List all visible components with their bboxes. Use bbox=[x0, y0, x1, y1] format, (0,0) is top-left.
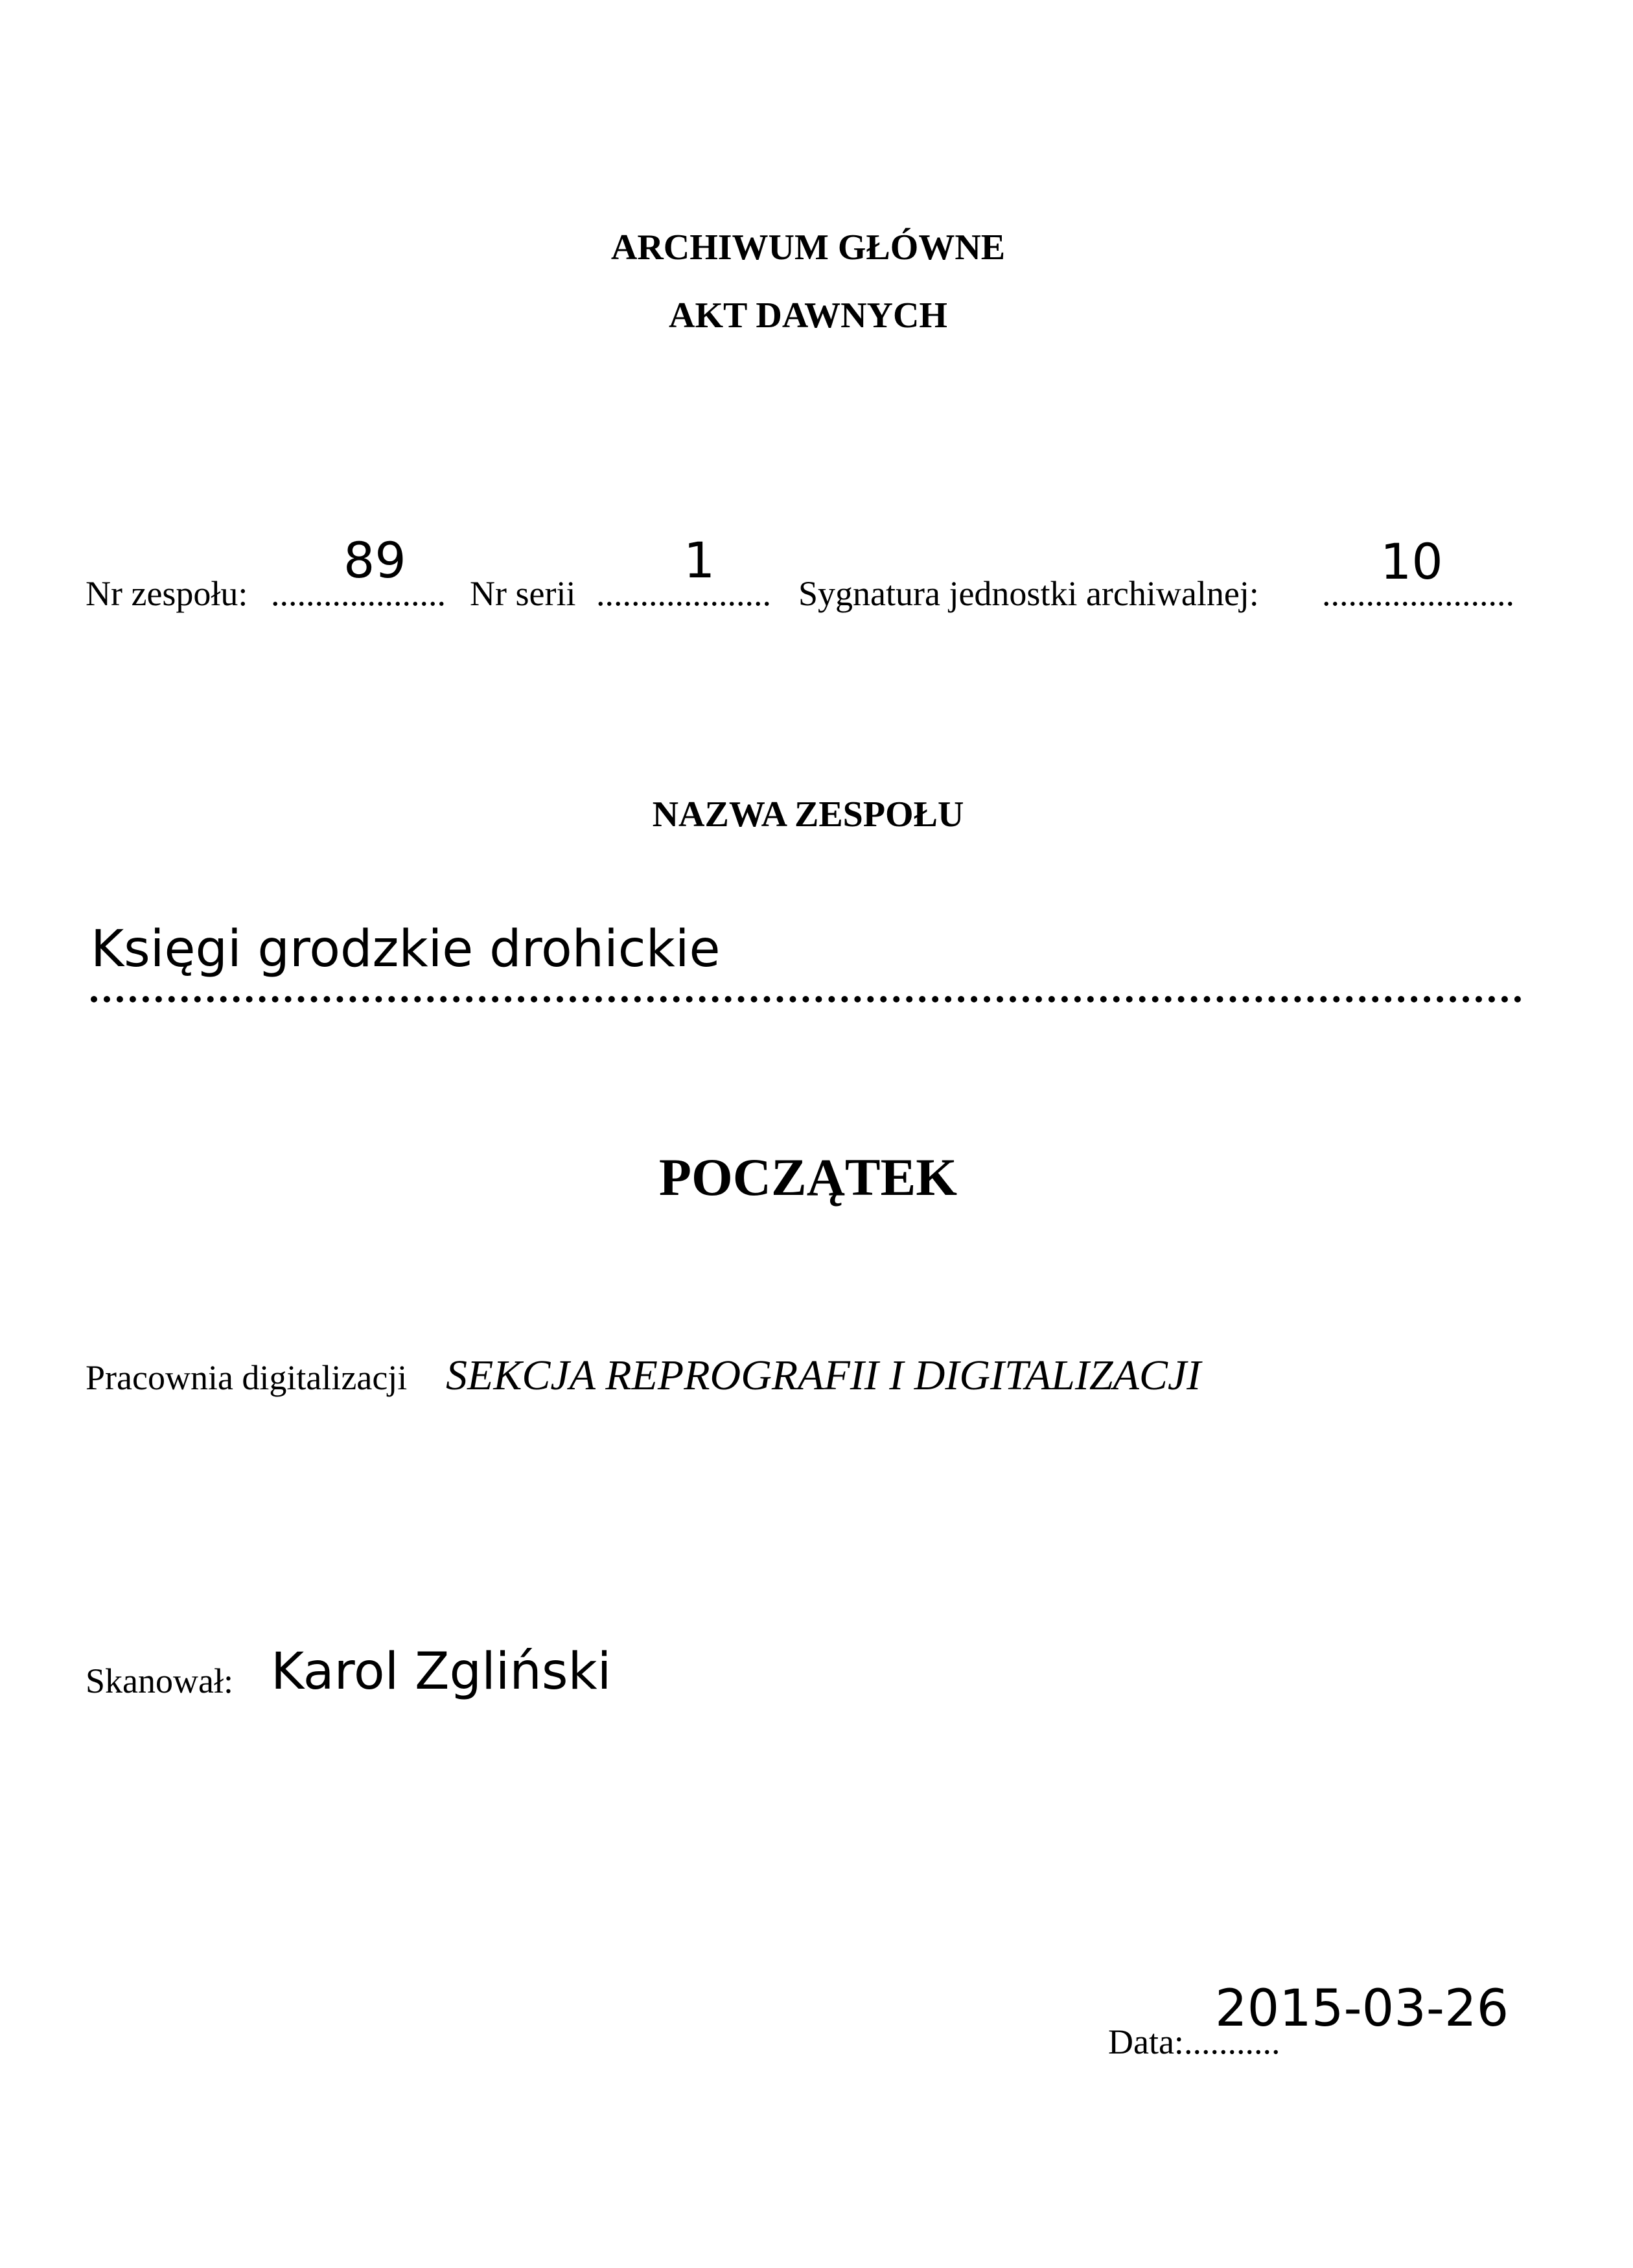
signature-value: 10 bbox=[1380, 533, 1443, 590]
series-number-value: 1 bbox=[684, 531, 715, 589]
fond-number-value: 89 bbox=[343, 531, 406, 589]
workshop-label: Pracownia digitalizacji bbox=[86, 1358, 408, 1397]
date-value: 2015-03-26 bbox=[1215, 1980, 1509, 2038]
fond-name-heading: NAZWA ZESPOŁU bbox=[652, 794, 964, 835]
document-title: POCZĄTEK bbox=[658, 1148, 958, 1207]
archive-name-line1: ARCHIWUM GŁÓWNE bbox=[610, 227, 1006, 268]
archive-name-line2: AKT DAWNYCH bbox=[669, 295, 947, 336]
fond-name-dotted-line bbox=[91, 996, 1522, 1002]
fond-number-label: Nr zespołu: bbox=[86, 574, 248, 613]
fond-number-dots: .................... bbox=[271, 574, 446, 613]
scanned-by-label: Skanował: bbox=[86, 1661, 233, 1700]
workshop-value: SEKCJA REPROGRAFII I DIGITALIZACJI bbox=[446, 1352, 1201, 1399]
signature-dots: ...................... bbox=[1322, 574, 1514, 613]
fond-name-value: Księgi grodzkie drohickie bbox=[91, 920, 721, 978]
series-number-label: Nr serii bbox=[470, 574, 576, 613]
scanned-by-value: Karol Zgliński bbox=[271, 1643, 612, 1701]
date-label: Data:........... bbox=[1108, 2022, 1280, 2061]
signature-label: Sygnatura jednostki archiwalnej: bbox=[798, 574, 1259, 613]
series-number-dots: .................... bbox=[596, 574, 771, 613]
